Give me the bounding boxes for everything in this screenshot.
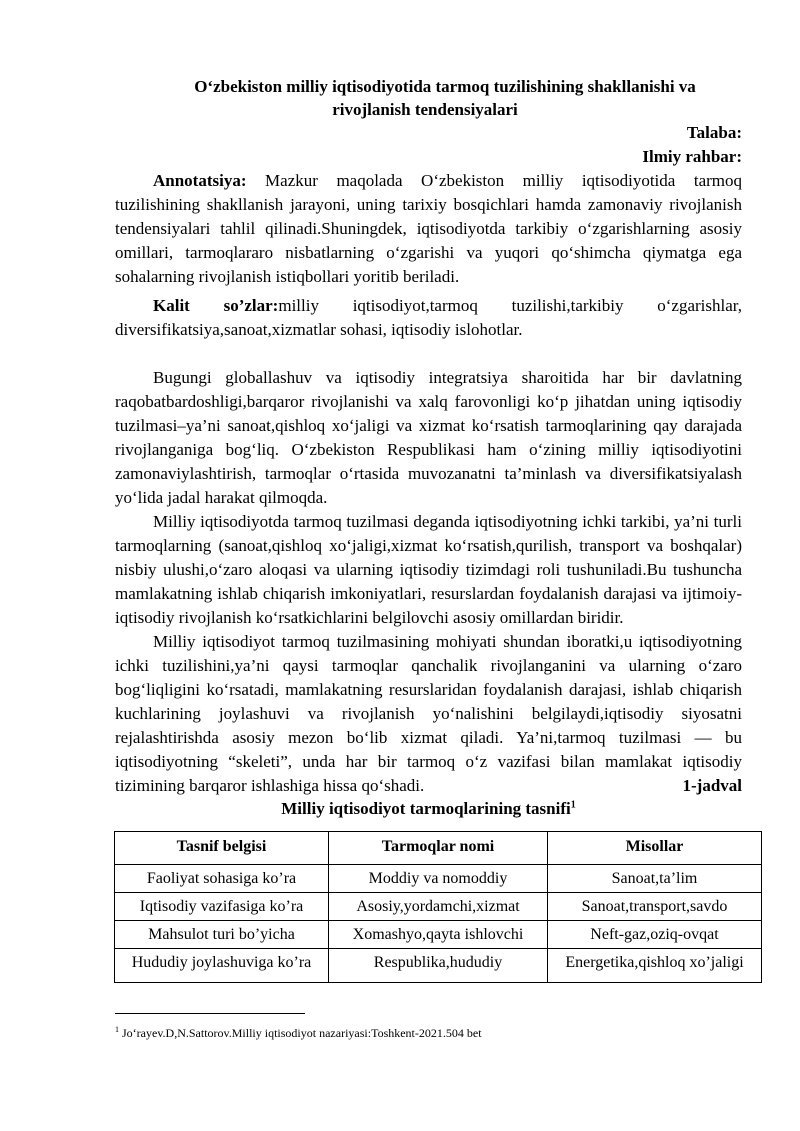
table-header-row [115,832,762,865]
table-cell: Hududiy joylashuviga ko’ra [115,949,329,983]
table-cell: Xomashyo,qayta ishlovchi [329,921,548,949]
table-caption [115,797,742,821]
title-line-2: rivojlanish tendensiyalari [332,100,518,119]
table-cell: Energetika,qishloq xo’jaligi [548,949,762,983]
table-row [115,893,762,921]
table-cell: Asosiy,yordamchi,xizmat [329,893,548,921]
classification-table [114,831,762,983]
table-header-cell: Misollar [548,832,762,865]
footnote-divider [115,1013,305,1014]
table-row [115,949,762,983]
keywords-label: Kalit so’zlar: [153,296,279,315]
keywords-block [115,294,742,342]
table-cell: Mahsulot turi bo’yicha [115,921,329,949]
title-line-1: O‘zbekiston milliy iqtisodiyotida tarmoq tuzilishining shakllanishi va [194,77,696,96]
abstract-block [115,169,742,289]
table-caption-text: Milliy iqtisodiyot tarmoqlarining tasnifi [281,799,571,818]
article-title [110,75,740,121]
abstract-text: Mazkur maqolada O‘zbekiston milliy iqtisodiyotida tarmoq tuzilishining shakllanish jarayoni, uning tarixiy bosqichlari hamda zamonaviy rivojlanish tendensiyalari tahlil qilinadi.Shuningdek, iqtisodiyotda tarkibiy o‘zgarishlarning asosiy omillari, tarmoqlararo nisbatlarning o‘zgarishi va yuqori qo‘shimcha qiymatga ega sohalarning rivojlanish istiqbollari yoritib beriladi. [115,171,742,286]
table-cell: Sanoat,transport,savdo [548,893,762,921]
paragraph: Milliy iqtisodiyotda tarmoq tuzilmasi deganda iqtisodiyotning ichki tarkibi, ya’ni turli tarmoqlarning (sanoat,qishloq xo‘jaligi,xizmat ko‘rsatish,qurilish, transport va boshqalar) nisbiy ulushi,o‘zaro aloqasi va ularning iqtisodiy tizimdagi roli tushuniladi.Bu tushuncha mamlakatning ishlab chiqarish imkoniyatlari, resurslardan foydalanish darajasi va ijtimoiy-iqtisodiy rivojlanish ko‘rsatkichlarini belgilovchi asosiy omillardan biridir. [115,512,742,627]
paragraph: Bugungi globallashuv va iqtisodiy integratsiya sharoitida har bir davlatning raqobatbardoshligi,barqaror rivojlanishi va xalq farovonligi ko‘p jihatdan uning iqtisodiy tuzilmasi–ya’ni sanoat,qishloq xo‘jaligi va xizmat ko‘rsatish tarmoqlarining qay darajada rivojlanganiga bog‘liq. O‘zbekiston Respublikasi ham o‘zining milliy iqtisodiyotini zamonaviylashtirish, tarmoqlar o‘rtasida muvozanatni ta’minlash va diversifikatsiyalash yo‘lida jadal harakat qilmoqda. [115,368,742,507]
table-cell: Respublika,hududiy [329,949,548,983]
paragraph: Milliy iqtisodiyot tarmoq tuzilmasining mohiyati shundan iboratki,u iqtisodiyotning ichki tuzilishini,ya’ni qaysi tarmoqlar qanchalik rivojlanganini va ularning o‘zaro bog‘liqligini ko‘rsatadi, mamlakatning resurslaridan foydalanish darajasi, ishlab chiqarish kuchlarining joylashuvi va rivojlanish yo‘nalishini belgilaydi,iqtisodiy siyosatni rejalashtirishda asosiy mezon bo‘lib xizmat qiladi. Ya’ni,tarmoq tuzilmasi — bu iqtisodiyotning “skeleti”, unda har bir tarmoq o‘z vazifasi bilan mamlakat iqtisodiy tizimining barqaror ishlashiga hissa qo‘shadi. [115,632,742,795]
student-label: Talaba: [686,123,742,142]
table-number: 1-jadval [682,776,742,795]
table-cell: Iqtisodiy vazifasiga ko’ra [115,893,329,921]
table-cell: Sanoat,ta’lim [548,865,762,893]
table-header-cell: Tasnif belgisi [115,832,329,865]
abstract-label: Annotatsiya: [153,171,247,190]
table-caption-footnote-ref: 1 [570,799,576,811]
footnote-text: Jo‘rayev.D,N.Sattorov.Milliy iqtisodiyot nazariyasi:Toshkent-2021.504 bet [119,1026,482,1040]
footnote [115,1022,482,1041]
table-cell: Neft-gaz,oziq-ovqat [548,921,762,949]
table-header-cell: Tarmoqlar nomi [329,832,548,865]
advisor-label: Ilmiy rahbar: [642,147,742,166]
table-row [115,921,762,949]
table-cell: Faoliyat sohasiga ko’ra [115,865,329,893]
keywords-text: milliy iqtisodiyot,tarmoq tuzilishi,tarkibiy o‘zgarishlar, diversifikatsiya,sanoat,xizmatlar sohasi, iqtisodiy islohotlar. [115,296,742,339]
table-cell: Moddiy va nomoddiy [329,865,548,893]
table-row [115,865,762,893]
body-text [115,366,742,798]
footnote-ref: 1 [115,1025,119,1034]
